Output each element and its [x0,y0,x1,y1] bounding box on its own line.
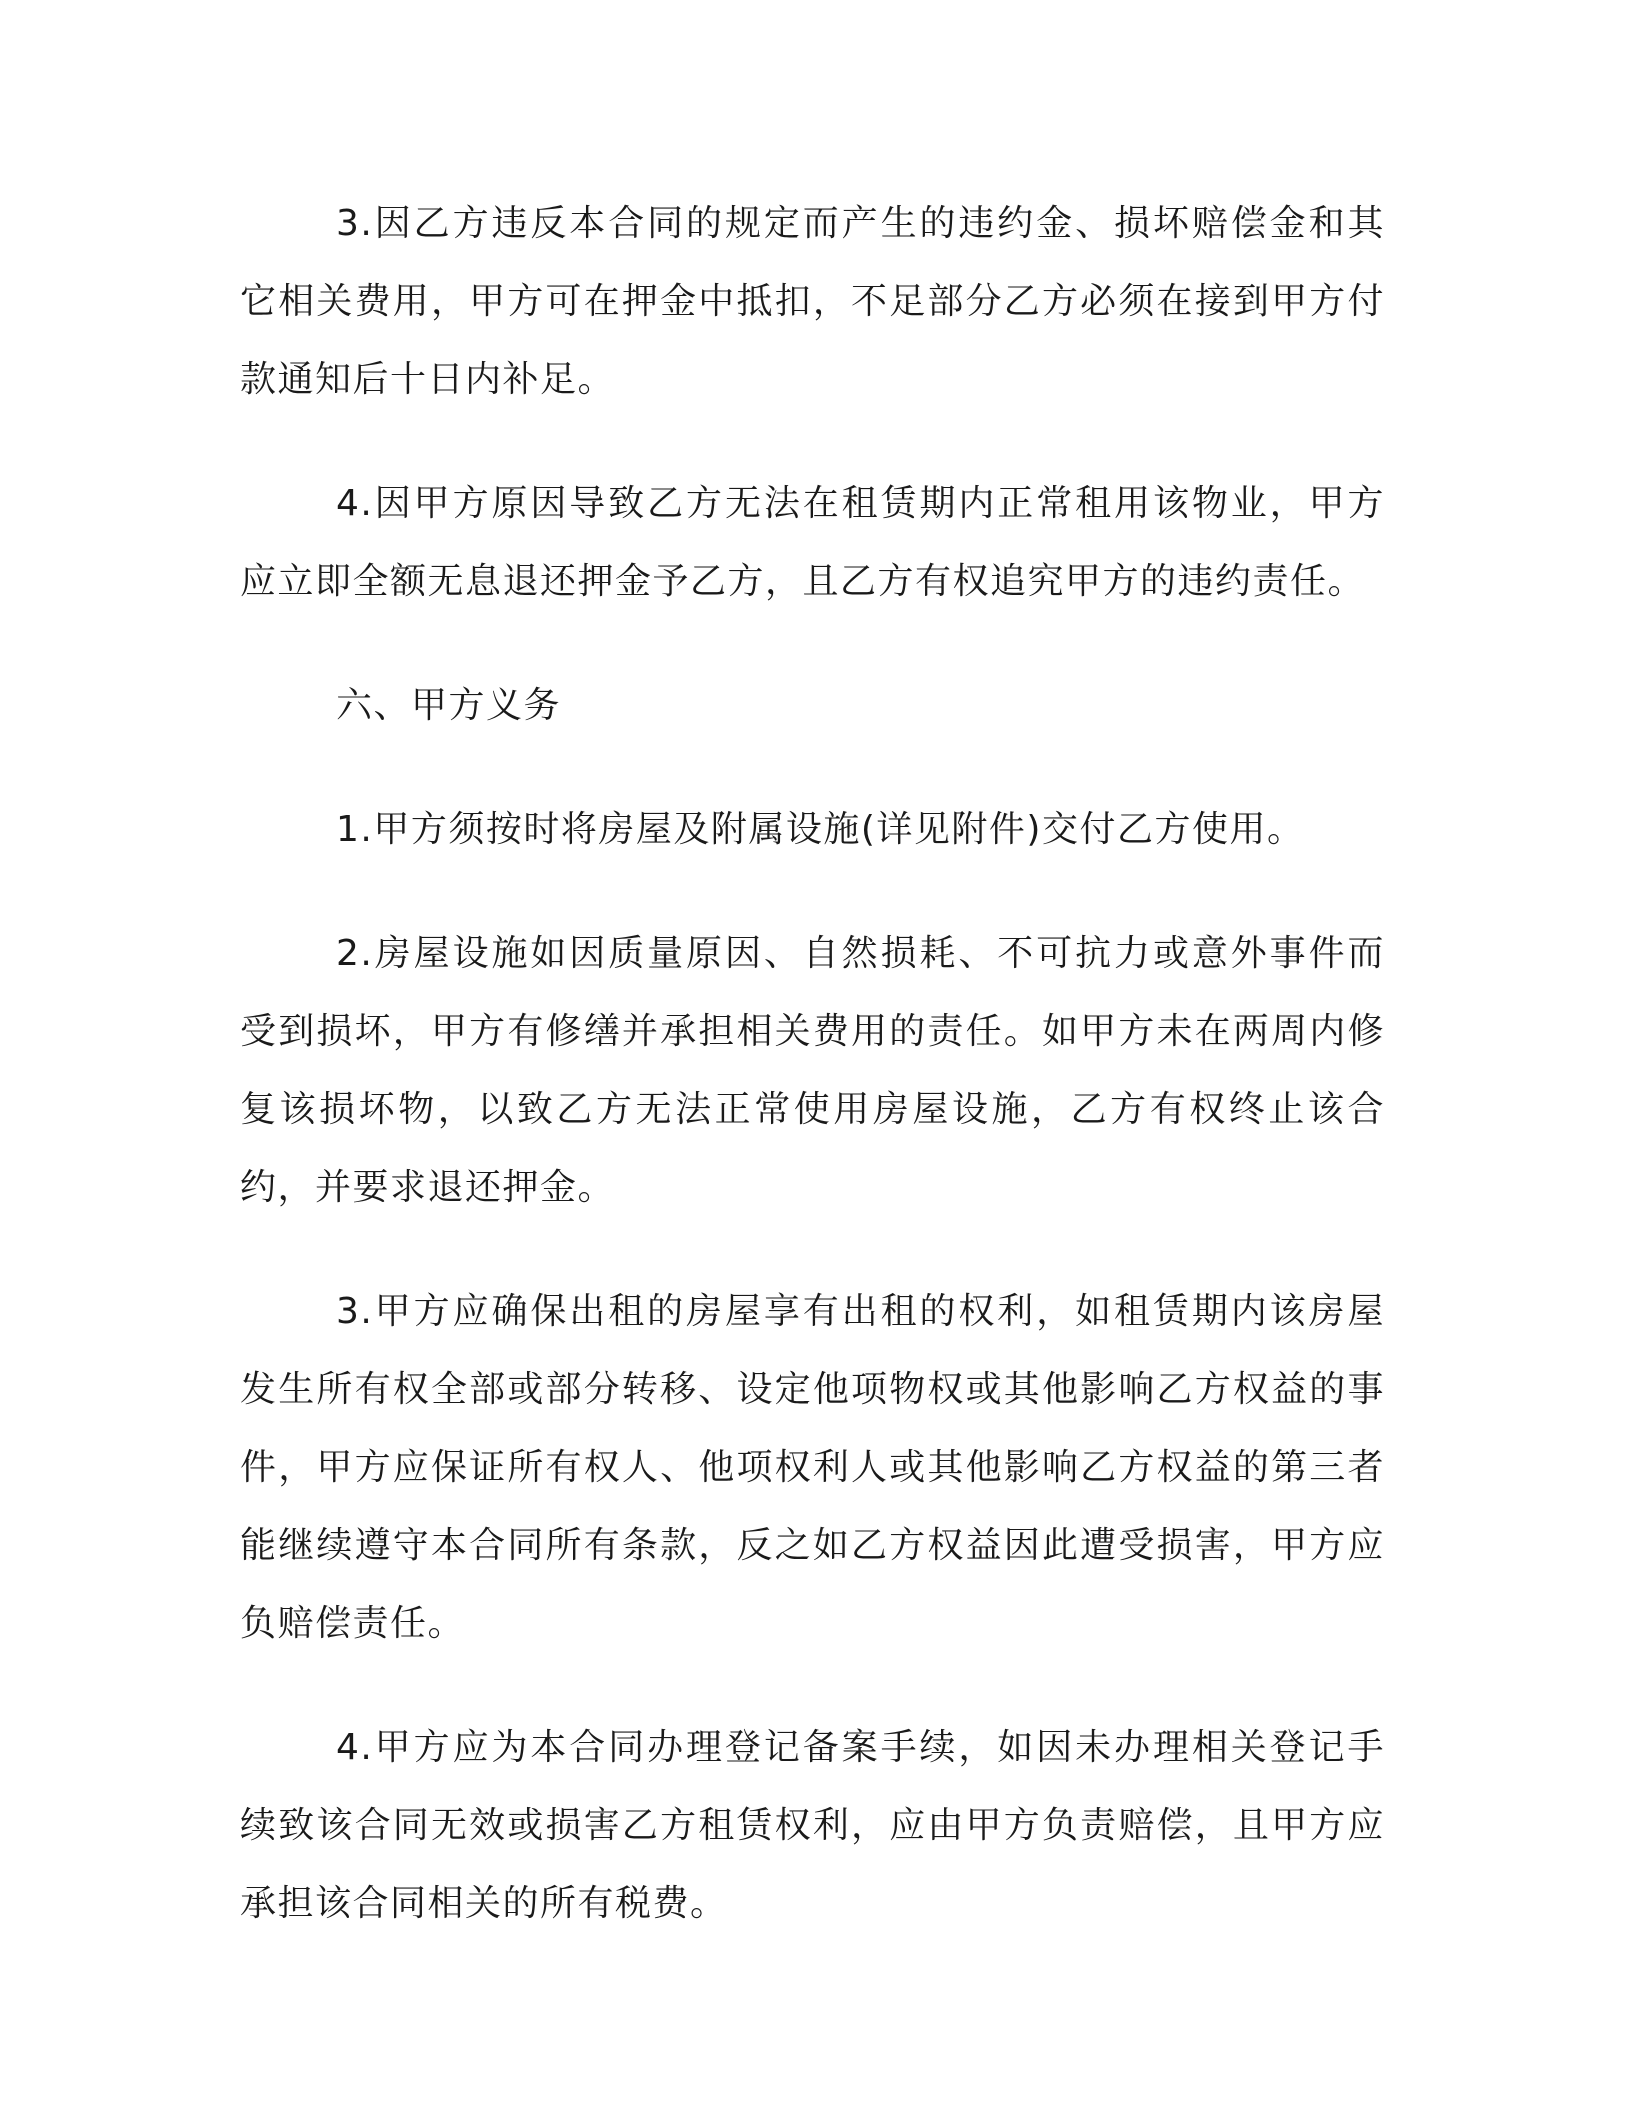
clause-6-1-paragraph: 1.甲方须按时将房屋及附属设施(详见附件)交付乙方使用。 [336,809,1305,850]
document-body [240,185,1385,1989]
section-6-heading: 六、甲方义务 [336,685,562,726]
clause-5-3-paragraph: 3.因乙方违反本合同的规定而产生的违约金、损坏赔偿金和其它相关费用，甲方可在押金中抵扣，不足部分乙方必须在接到甲方付款通知后十日内补足。 [240,203,1385,400]
clause-6-3-paragraph: 3.甲方应确保出租的房屋享有出租的权利，如租赁期内该房屋发生所有权全部或部分转移、设定他项物权或其他影响乙方权益的事件，甲方应保证所有权人、他项权利人或其他影响乙方权益的第三者能继续遵守本合同所有条款，反之如乙方权益因此遭受损害，甲方应负赔偿责任。 [240,1291,1385,1644]
clause-5-4-paragraph: 4.因甲方原因导致乙方无法在租赁期内正常租用该物业，甲方应立即全额无息退还押金予乙方，且乙方有权追究甲方的违约责任。 [240,483,1385,602]
clause-6-4-paragraph: 4.甲方应为本合同办理登记备案手续，如因未办理相关登记手续致该合同无效或损害乙方租赁权利，应由甲方负责赔偿，且甲方应承担该合同相关的所有税费。 [240,1727,1385,1924]
clause-6-2-paragraph: 2.房屋设施如因质量原因、自然损耗、不可抗力或意外事件而受到损坏，甲方有修缮并承担相关费用的责任。如甲方未在两周内修复该损坏物，以致乙方无法正常使用房屋设施，乙方有权终止该合约，并要求退还押金。 [240,933,1385,1208]
